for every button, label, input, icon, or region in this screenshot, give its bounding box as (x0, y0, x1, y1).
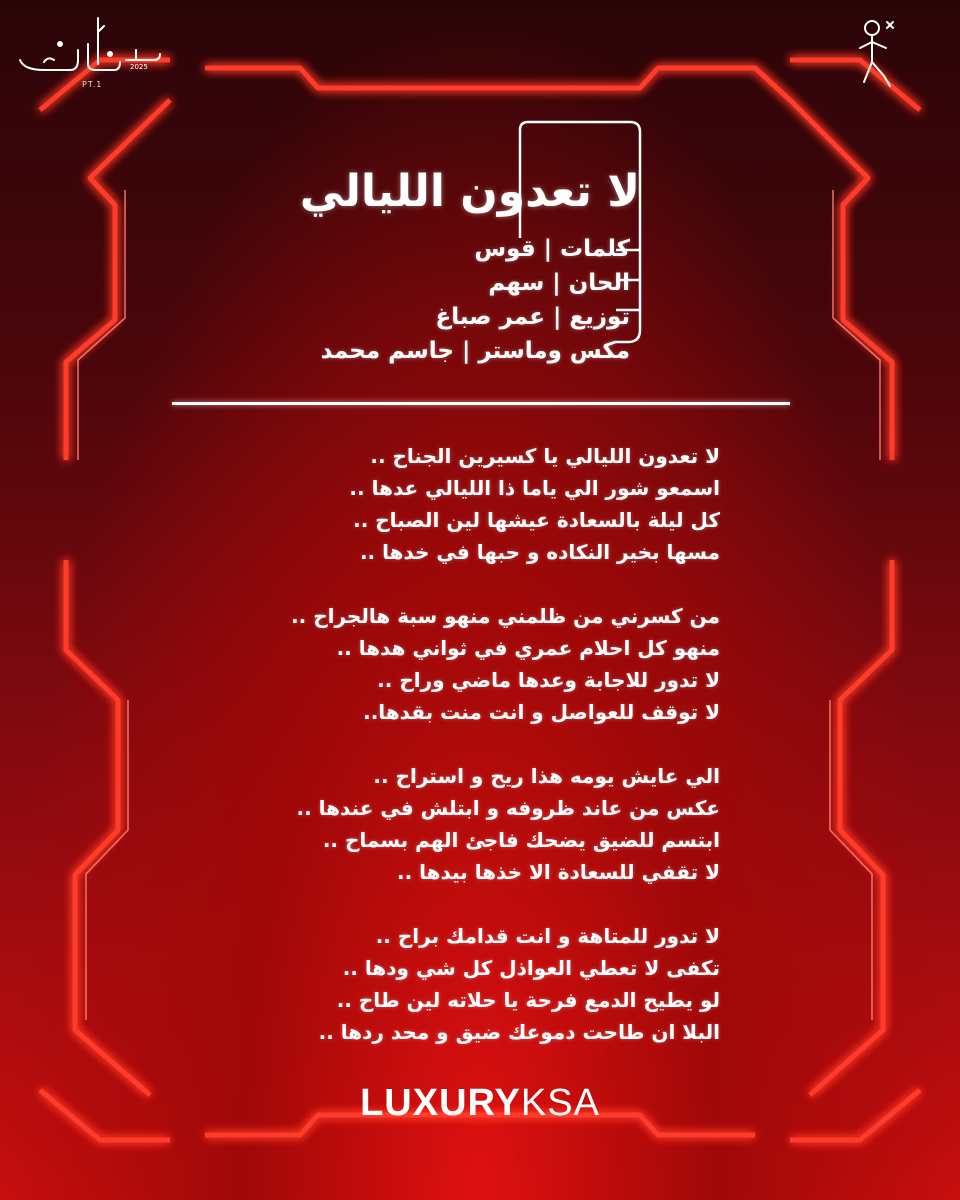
lyric-line: البلا ان طاحت دموعك ضيق و محد ردها .. (318, 1020, 720, 1044)
divider (172, 402, 790, 405)
credits-list (110, 232, 630, 368)
lyric-line: تكفى لا تعطي العواذل كل شي ودها .. (342, 956, 720, 980)
lyric-line: من كسرني من ظلمني منهو سبة هالجراح .. (291, 604, 720, 628)
brand-bold: LUXURY (360, 1082, 521, 1124)
lyric-line: اسمعو شور الي ياما ذا الليالي عدها .. (349, 476, 720, 500)
song-title: لا تعدون الليالي (299, 166, 640, 217)
album-logo (14, 14, 164, 98)
credit-arrangement: توزيع | عمر صباغ (435, 304, 630, 330)
credit-mix-master: مكس وماستر | جاسم محمد (320, 338, 630, 364)
lyric-line: عكس من عاند ظروفه و ابتلش في عندها .. (296, 796, 720, 820)
lyric-line: الي عايش يومه هذا ريح و استراح .. (373, 764, 720, 788)
lyric-line: ابتسم للضيق يضحك فاجئ الهم بسماح .. (322, 828, 720, 852)
logo-part: PT.1 (82, 80, 103, 89)
brand-logo (0, 1082, 960, 1125)
lyric-line: مسها بخير النكاده و حبها في خدها .. (359, 540, 720, 564)
lyrics (200, 440, 720, 1080)
stanza (200, 440, 720, 568)
stanza (200, 600, 720, 728)
credit-lyrics: كلمات | قوس (474, 236, 630, 262)
stanza (200, 760, 720, 888)
album-logo-mark (14, 14, 164, 84)
stick-figure-icon (856, 18, 900, 90)
lyric-line: لا توقف للعواصل و انت منت بقدها.. (363, 700, 720, 724)
logo-year: 2025 (130, 63, 148, 71)
credit-composition: الحان | سهم (488, 270, 630, 296)
brand-light: KSA (520, 1082, 600, 1124)
lyric-line: كل ليلة بالسعادة عيشها لين الصباح .. (353, 508, 720, 532)
lyric-line: منهو كل احلام عمري في ثواني هدها .. (336, 636, 720, 660)
lyric-line: لا تقفي للسعادة الا خذها بيدها .. (397, 860, 720, 884)
lyric-line: لا تدور للمتاهة و انت قدامك براح .. (375, 924, 720, 948)
lyric-line: لو يطيح الدمع فرحة يا حلاته لين طاح .. (336, 988, 720, 1012)
lyric-line: لا تدور للاجابة وعدها ماضي وراح .. (377, 668, 720, 692)
stanza (200, 920, 720, 1048)
lyric-line: لا تعدون الليالي يا كسيرين الجناح .. (370, 444, 720, 468)
